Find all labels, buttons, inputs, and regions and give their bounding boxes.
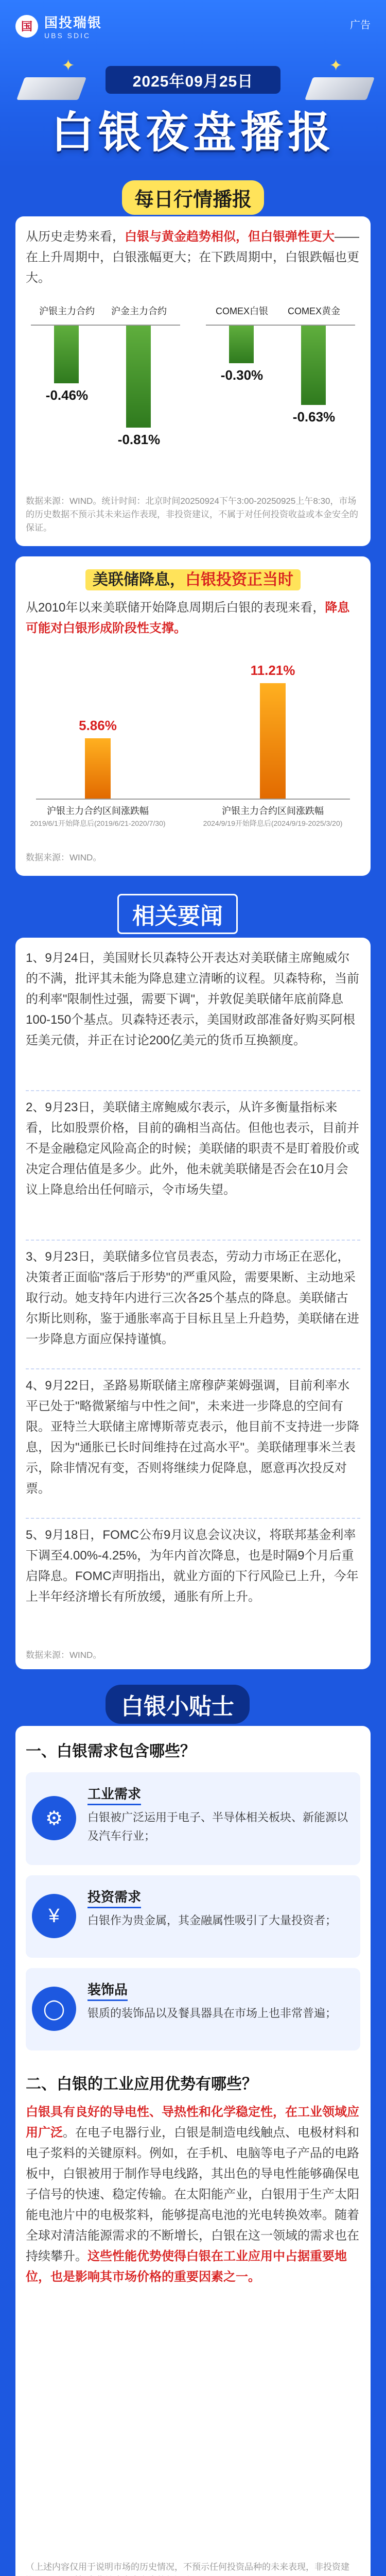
factory-icon: ⚙: [32, 1796, 76, 1840]
chart-axis: [36, 799, 350, 800]
tips-question-2: 二、白银的工业应用优势有哪些？: [26, 2076, 257, 2093]
tip-industrial: [26, 1772, 360, 1865]
chart-axis: [31, 325, 180, 326]
tips-section-title: 白银小贴士: [106, 1685, 250, 1724]
news-item: 2、9月23日，美联储主席鲍威尔表示，从许多衡量指标来看，比如股票价格，目前的确相当高估。但他也表示，目前并不是金融稳定风险高企的时候；美联储的职责不是盯着股价或决定合理估值是多少。此外，他未就美联储是否会在10月会议上降息给出任何暗示，令市场失望。: [26, 1100, 359, 1197]
rate-cut-text: 从2010年以来美联储开始降息周期后白银的表现来看，降息可能对白银形成阶段性支撑。: [26, 601, 350, 635]
data-source-note: （上述内容仅用于说明市场的历史情况，不预示任何投资品种的未来表现，非投资建: [26, 2562, 349, 2572]
chart-bar: [85, 738, 111, 799]
tip-text: 白银作为贵金属，其金融属性吸引了大量投资者；: [87, 1914, 337, 1927]
chart-value-label: -0.30%: [220, 367, 264, 383]
tip-head: 工业需求: [87, 1784, 141, 1805]
chart-bar: [126, 326, 151, 428]
data-source-note: 数据来源：WIND。: [26, 1650, 102, 1660]
divider: [26, 1240, 360, 1241]
chart-category-label: 沪银主力合约区间涨跌幅: [222, 806, 324, 816]
tips-answer-2: 白银具有良好的导电性、导热性和化学稳定性，在工业领域应用广泛。在电子电器行业，白银是制造电线触点、电极材料和电子浆料的关键原料。例如，在手机、电脑等电子产品的电路板中，白银被用于制作导电线路，其出色的导电性能够确保电子信号的快速、稳定传输。在太阳能产业，白银用于生产太阳能电池片中的电极浆料，能够提高电池的光电转换效率。随着全球对清洁能源需求的不断增长，白银在这一领域的需求也在持续攀升。这些性能优势使得白银在工业应用中占据重要地位，也是影响其市场价格的重要因素之一。: [26, 2105, 359, 2284]
market-intro: 从历史走势来看，白银与黄金趋势相似，但白银弹性更大——在上升周期中，白银涨幅更大；在下跌周期中，白银跌幅也更大。: [26, 230, 359, 285]
market-card: [15, 216, 371, 546]
chart-category-label: 沪银主力合约: [39, 306, 95, 316]
sh-futures-chart: [26, 304, 185, 474]
chart-category-label: COMEX黄金: [287, 306, 340, 316]
divider: [26, 1090, 360, 1091]
sparkle-icon: ✦: [329, 57, 343, 74]
hero-banner: [0, 0, 386, 170]
rate-cut-title: 美联储降息，白银投资正当时: [15, 567, 371, 589]
news-item: 4、9月22日，圣路易斯联储主席穆萨莱姆强调，目前利率水平已处于"略微紧缩与中性之间"，未来进一步降息的空间有限。亚特兰大联储主席博斯蒂克表示，他目前不支持进一步降息，因为"通胀已长时间维持在过高水平"。美联储理事米兰表示，除非情况有变，否则将继续力促降息，愿意再次投反对票。: [26, 1379, 359, 1496]
coin-icon: ¥: [32, 1894, 76, 1938]
brand-logo: [15, 12, 102, 40]
tip-head: 投资需求: [87, 1887, 141, 1908]
divider: [26, 1368, 360, 1369]
divider: [26, 1518, 360, 1519]
tip-decoration: [26, 1968, 360, 2050]
chart-category-label: 沪银主力合约区间涨跌幅: [47, 806, 149, 816]
chart-sublabel: 2019/6/1开始降息后(2019/6/21-2020/7/30): [30, 819, 166, 827]
chart-value-label: -0.63%: [292, 409, 336, 425]
news-item: 1、9月24日，美国财长贝森特公开表达对美联储主席鲍威尔的不满，批评其未能为降息建立清晰的议程。贝森特称，当前的利率"限制性过强，需要下调"，并敦促美联储年底前降息100-150个基点。贝森特还表示，美国财政部准备好购买阿根廷美元债，并正在讨论200亿美元的货币互换额度。: [26, 951, 359, 1047]
tip-text: 白银被广泛运用于电子、半导体相关板块、新能源以及汽车行业；: [87, 1811, 348, 1842]
tips-question-1: 一、白银需求包含哪些？: [26, 1743, 196, 1760]
tips-section-header: [0, 1685, 355, 1724]
report-date: 2025年09月25日: [106, 66, 280, 94]
chart-value-label: 5.86%: [79, 717, 117, 733]
rate-cut-chart: [26, 644, 360, 840]
chart-value-label: -0.81%: [117, 432, 161, 447]
brand-name-cn: 国投瑞银: [44, 15, 102, 30]
chart-value-label: -0.46%: [45, 387, 89, 403]
data-source-note: 数据来源：WIND。统计时间：北京时间20250924下午3:00-20250925上午8:30，市场的历史数据不预示其未来运作表现，非投资建议，不属于对任何投资收益或本金安全的保证。: [26, 496, 358, 533]
comex-chart: [201, 304, 360, 474]
chart-bar: [54, 326, 79, 383]
chart-sublabel: 2024/9/19开始降息后(2024/9/19-2025/3/20): [203, 819, 343, 827]
news-section-title: 相关要闻: [117, 894, 238, 934]
chart-axis: [206, 325, 355, 326]
news-section-header: [0, 894, 355, 934]
ring-icon: ◯: [32, 1987, 76, 2031]
news-item: 3、9月23日，美联储多位官员表态，劳动力市场正在恶化，决策者正面临"落后于形势"的严重风险，需要果断、主动地采取行动。她支持年内进行三次各25个基点的降息。美联储古尔斯比则称，鉴于通胀率高于目标且呈上升趋势，美联储在进一步降息方面应保持谨慎。: [26, 1250, 359, 1346]
news-item: 5、9月18日，FOMC公布9月议息会议决议，将联邦基金利率下调至4.00%-4.25%，为年内首次降息，也是时隔9个月后重启降息。FOMC声明指出，就业方面的下行风险已上升，今年上半年经济增长有所放缓，通胀有所上升。: [26, 1528, 359, 1604]
chart-bar: [301, 326, 326, 405]
page-title: 白银夜盘播报: [50, 108, 335, 157]
rate-cut-card: [15, 556, 371, 876]
tips-card: [15, 1726, 371, 2576]
brand-name-en: UBS SDIC: [44, 31, 91, 40]
section1-title: 每日行情播报: [122, 180, 264, 215]
chart-bar: [260, 683, 286, 799]
data-source-note: 数据来源：WIND。: [26, 853, 102, 862]
chart-value-label: 11.21%: [250, 662, 295, 678]
silver-bar-left-icon: [16, 77, 86, 100]
tip-investment: [26, 1875, 360, 1958]
section1-header: [0, 180, 386, 215]
tip-head: 装饰品: [87, 1979, 128, 2001]
chart-bar: [229, 326, 254, 363]
news-card: [15, 938, 371, 1669]
ad-label: 广告: [350, 20, 371, 31]
sparkle-icon: ✦: [62, 57, 75, 74]
silver-bar-right-icon: [305, 77, 375, 100]
tip-text: 银质的装饰品以及餐具器具在市场上也非常普遍；: [87, 2007, 337, 2020]
logo-mark-icon: 国: [15, 15, 38, 38]
chart-category-label: 沪金主力合约: [111, 306, 167, 316]
chart-category-label: COMEX白银: [215, 306, 268, 316]
